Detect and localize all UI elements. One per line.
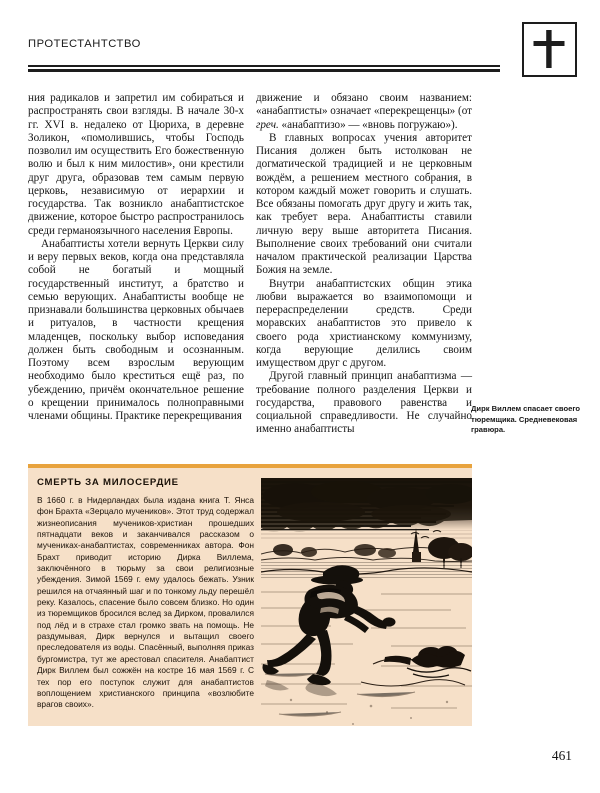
page-header bbox=[28, 38, 572, 88]
body-column-left bbox=[28, 92, 244, 423]
paragraph: В главных вопросах учения авторитет Писания должен быть истолкован не догматической традицией и не церковным вождём, а решением местного собрания, в котором каждый может говорить и слушать. Все обязаны помогать друг другу и жить так, как требует вера. Анабаптисты ставили личную веру выше авторитета Писания. Выполнение своих требований они считали началом практической реализации Царства Божия на земле. bbox=[256, 131, 472, 277]
paragraph: Внутри анабаптистских общин этика любви выражается во взаимопомощи и перераспределении средств. Среди моравских анабаптистов это привело к своего рода христианскому коммунизму, когда верующие делились своим имуществом друг с другом. bbox=[256, 277, 472, 369]
paragraph: ния радикалов и запретил им собираться и распространять свои взгляды. В начале 30-х гг. XVI в. недалеко от Цюриха, в деревне Золикон, «помолившись, чтобы Господь позволил им осуществить Его божественную волю и был к ним милостив», они крестили друг друга, образовав тем самым первую церковь, независимую от иерархии и государства. Так возникло анабаптистское движение, которое быстро распространилось среди германоязычного населения Европы. bbox=[28, 92, 244, 237]
sidebar-body: В 1660 г. в Нидерландах была издана книга Т. Янса фон Брахта «Зерцало мучеников». Этот труд содержал жизнеописания мучеников-христиан прошедших пятнадцати веков и заканчивался рассказом о мучениках-анабаптистах, современниках автора. Фон Брахт приводит историю Дирка Виллема, заключённого в тюрьму за свои религиозные убеждения. Зимой 1569 г. ему удалось бежать. Узник решился на отчаянный шаг и по тонкому льду перешёл реку. Казалось, спасение было совсем близко. Но один из тюремщиков бросился вслед за Дирком, провалился под лёд и в страхе стал громко звать на помощь. Не раздумывая, Дирк вернулся и вытащил своего преследователя из воды. Спасённый, выполняя приказ бургомистра, тут же арестовал спасителя. Анабаптист Дирк Виллем был сожжён на костре 16 мая 1569 г. С тех пор его поступок служит для анабаптистов воплощением христианского принципа «возлюбите врагов своих». bbox=[37, 495, 254, 710]
latin-cross-icon bbox=[522, 22, 577, 77]
running-head: ПРОТЕСТАНТСТВО bbox=[28, 38, 141, 50]
body-column-right bbox=[256, 92, 472, 437]
paragraph: Анабаптисты хотели вернуть Церкви силу и веру первых веков, когда она представляла собой не богатый и мощный государственный институт, а братство и семью верующих. Анабаптисты вообще не признавали большинства церковных обычаев и ритуалов, в частности крещения младенцев, поскольку выбор исповедания должен быть свободным и осознанным. Поэтому всем взрослым верующим необходимо было креститься ещё раз, по убеждению, причём окончательное решение о крещении принималось полноправными членами общины. Практике перекрещивания bbox=[28, 237, 244, 422]
sidebar-title: СМЕРТЬ ЗА МИЛОСЕРДИЕ bbox=[37, 477, 179, 488]
paragraph: движение и обязано своим названием: «анабаптисты» означает «перекрещенцы» (от греч. «анабаптизо» — «вновь погружаю»). bbox=[256, 92, 472, 131]
page-number: 461 bbox=[551, 748, 572, 763]
engraving-dirk-willems-rescue bbox=[261, 468, 472, 726]
sidebar-text-block bbox=[37, 477, 254, 711]
header-rule-top bbox=[28, 65, 500, 67]
paragraph: Другой главный принцип анабаптизма — требование полного разделения Церкви и государства, правового равенства и социальной справедливости. Не случайно именно анабаптисты bbox=[256, 370, 472, 436]
header-rule-bottom bbox=[28, 69, 500, 72]
sidebar-panel bbox=[28, 468, 472, 726]
illustration-caption: Дирк Виллем спасает своего тюремщика. Средневековая гравюра. bbox=[471, 404, 581, 435]
